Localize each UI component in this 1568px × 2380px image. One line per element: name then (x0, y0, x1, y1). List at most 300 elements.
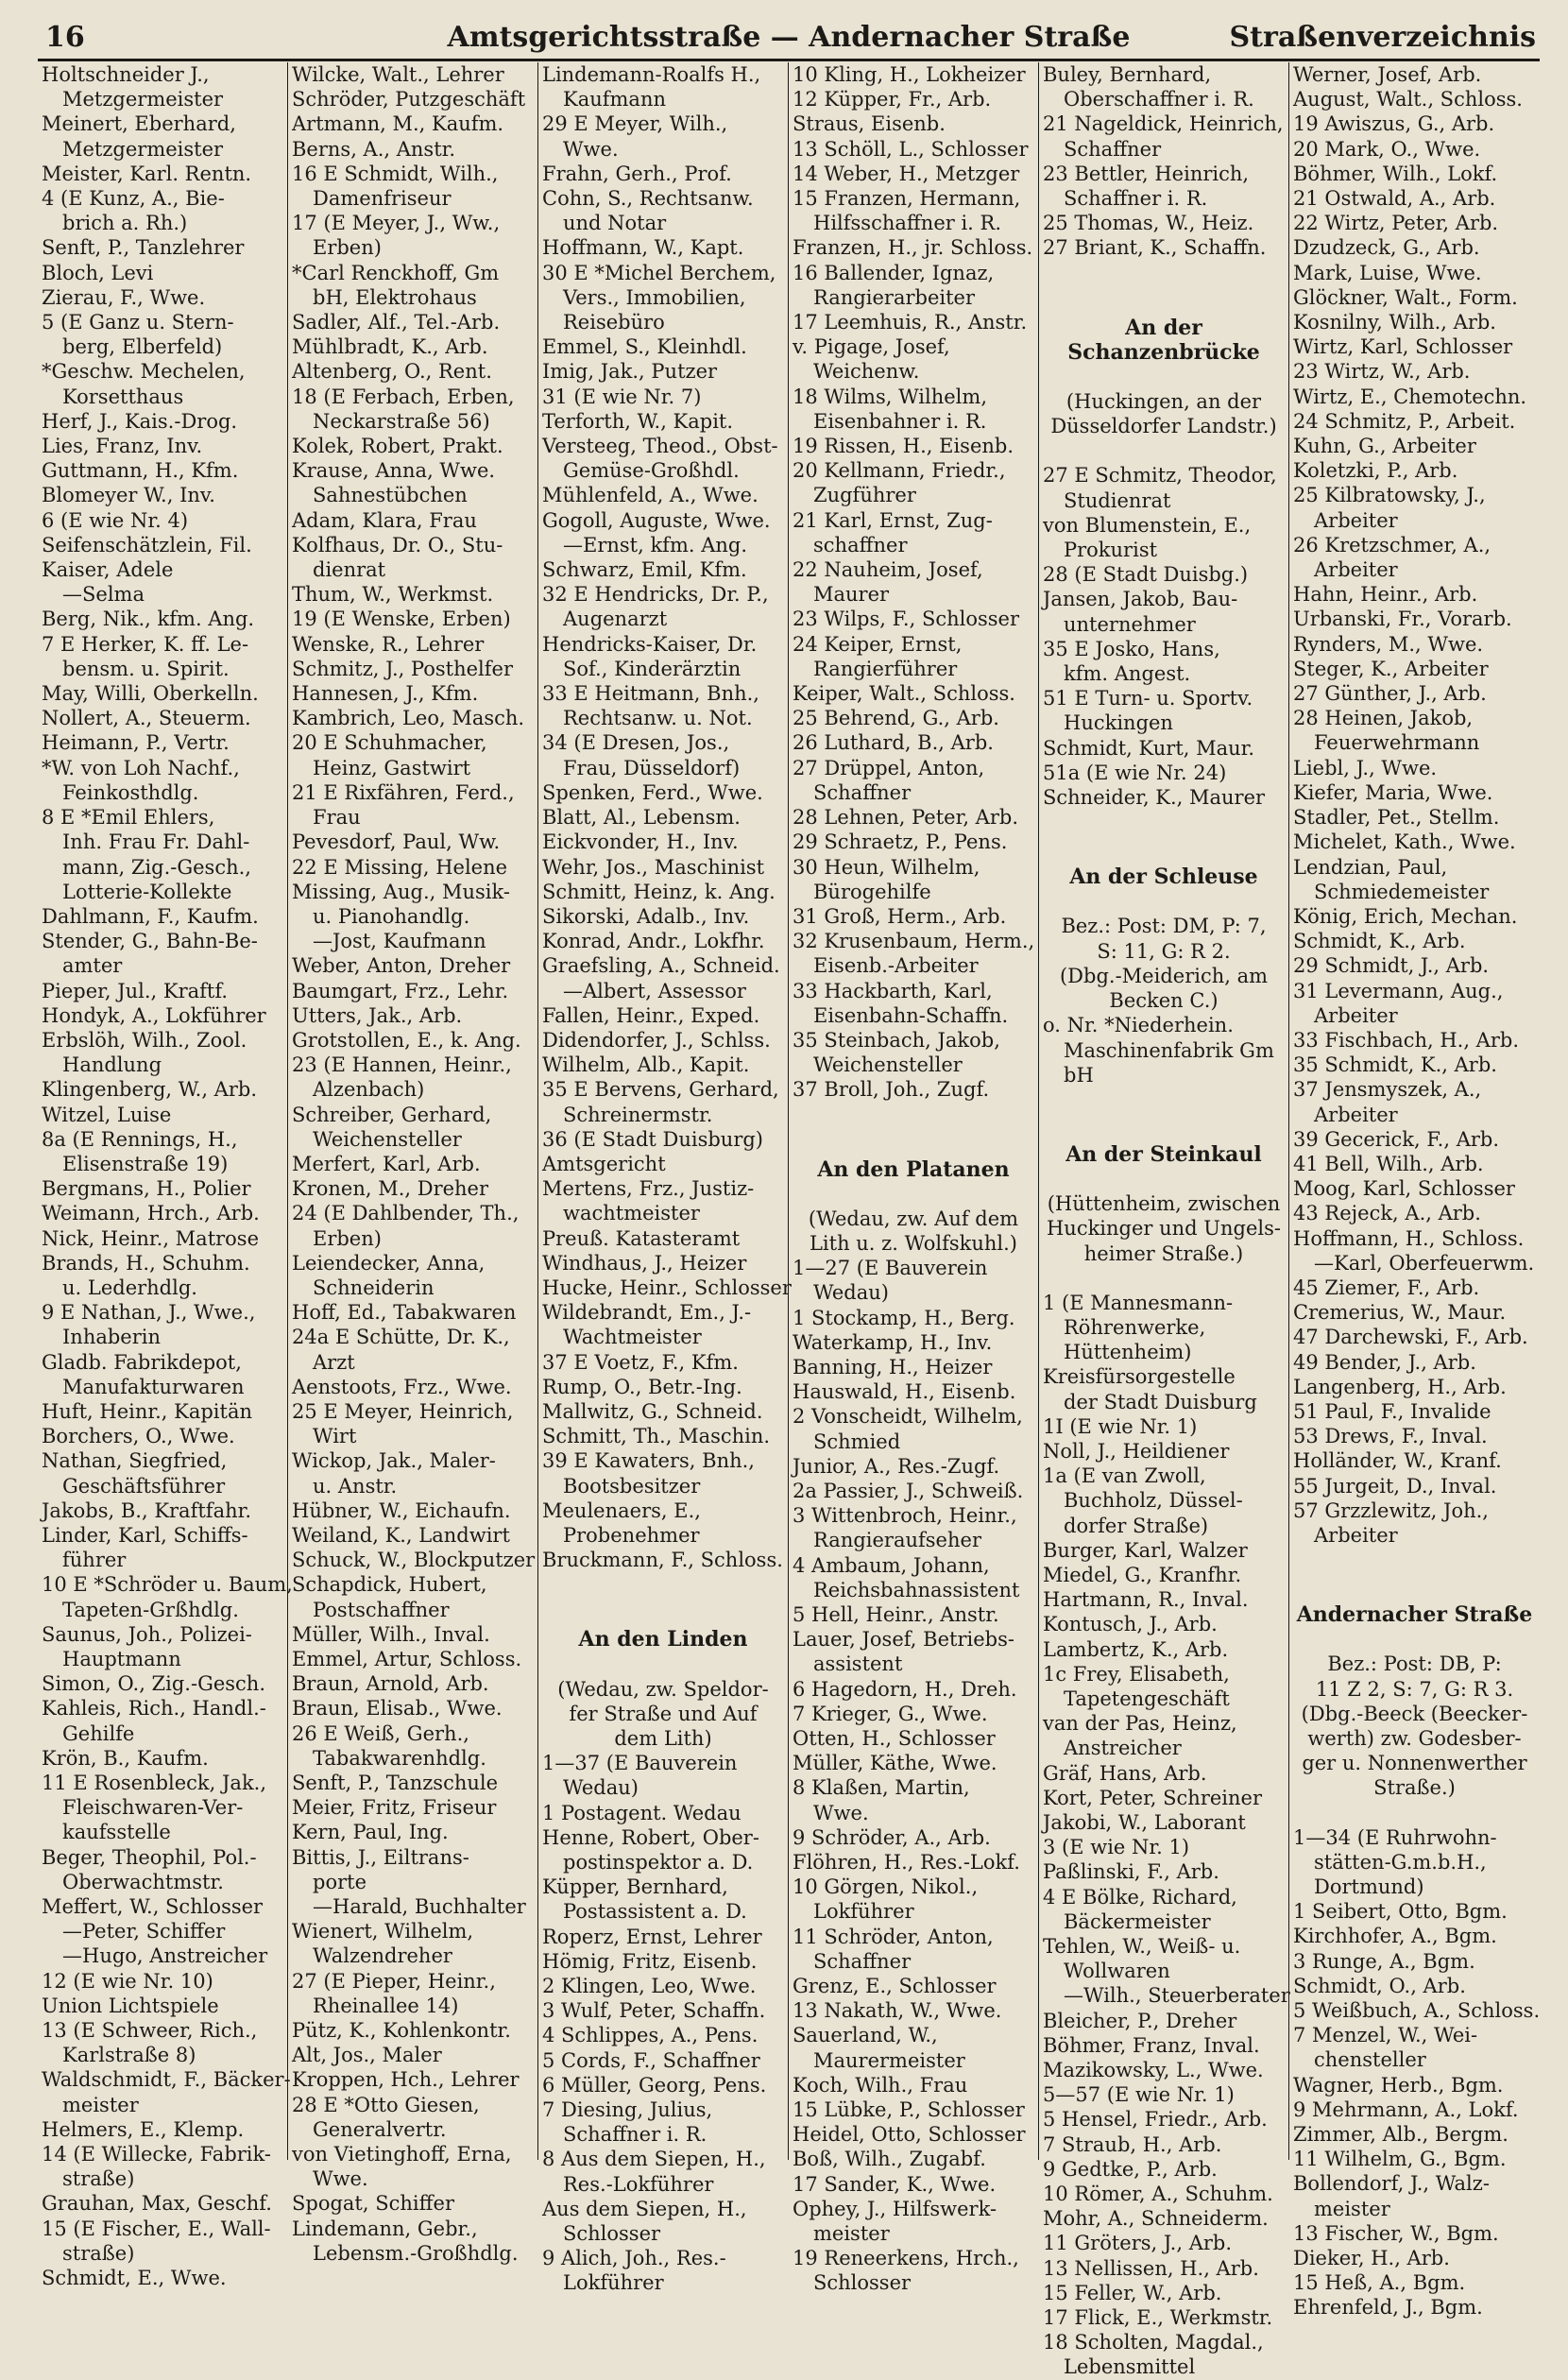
street-heading: An der Schanzenbrücke (1067, 315, 1260, 365)
entry-continuation: Zugführer (813, 484, 916, 507)
entry-continuation: Eisenb.-Arbeiter (813, 954, 979, 978)
directory-entry: Bergmans, H., Polier (42, 1177, 251, 1201)
entry-continuation: —Wilh., Steuerberater (1064, 1984, 1290, 2008)
page-header (38, 17, 1540, 61)
directory-entry: 1a (E van Zwoll, (1043, 1464, 1206, 1488)
directory-entry: 4 Ambaum, Johann, (793, 1553, 990, 1577)
entry-continuation: bH, Elektrohaus (313, 285, 477, 309)
directory-entry: 55 Jurgeit, D., Inval. (1293, 1474, 1497, 1498)
directory-entry: Bloch, Levi (42, 261, 154, 284)
directory-entry: Kirchhofer, A., Bgm. (1293, 1925, 1497, 1948)
directory-entry: Preuß. Katasteramt (542, 1226, 741, 1250)
directory-entry: Hucke, Heinr., Schlosser (542, 1276, 792, 1299)
directory-entry: 19 Rissen, H., Eisenb. (793, 435, 1014, 458)
directory-entry: Braun, Elisab., Wwe. (292, 1697, 503, 1721)
spacer (1043, 834, 1285, 859)
street-note: (Dbg.-Beeck (Beecker- (1301, 1702, 1528, 1725)
directory-entry: Werner, Josef, Arb. (1293, 63, 1482, 86)
directory-entry: Kaiser, Adele (42, 558, 174, 582)
directory-entry: 25 Kilbratowsky, J., (1293, 484, 1486, 507)
directory-entry: Schreiber, Gerhard, (292, 1103, 492, 1126)
entry-continuation: Heinz, Gastwirt (313, 756, 471, 779)
directory-entry: 1 Seibert, Otto, Bgm. (1293, 1900, 1508, 1924)
entry-continuation: Gemüse-Großhdl. (563, 459, 740, 483)
street-note: (Wedau, zw. Auf dem (808, 1207, 1019, 1230)
entry-continuation: u. Lederhdlg. (62, 1276, 197, 1299)
entry-continuation: Wwe. (813, 1801, 869, 1824)
directory-entry: Miedel, G., Kranfhr. (1043, 1563, 1242, 1586)
directory-entry: 11 E Rosenbleck, Jak., (42, 1772, 267, 1795)
directory-entry: Grauhan, Max, Geschf. (42, 2192, 272, 2216)
directory-entry: Altenberg, O., Rent. (292, 360, 492, 384)
directory-entry: Spogat, Schiffer (292, 2192, 454, 2216)
directory-entry: Küpper, Bernhard, (542, 1875, 728, 1899)
entry-continuation: Röhrenwerke, (1064, 1315, 1206, 1339)
directory-entry: Pevesdorf, Paul, Ww. (292, 830, 501, 854)
directory-entry: 27 Drüppel, Anton, (793, 756, 985, 779)
entry-continuation: Schmied (813, 1430, 901, 1453)
directory-entry: 35 E Josko, Hans, (1043, 637, 1220, 660)
entry-continuation: Feinkosthdlg. (62, 780, 199, 804)
directory-entry: 1 (E Mannesmann- (1043, 1291, 1234, 1314)
street-note: (Hüttenheim, zwischen (1047, 1192, 1281, 1216)
directory-entry: Emmel, Artur, Schloss. (292, 1648, 522, 1670)
entry-continuation: Arzt (313, 1350, 355, 1374)
spacer (1043, 365, 1285, 389)
directory-entry: 6 Hagedorn, H., Dreh. (793, 1677, 1017, 1701)
directory-entry: Paßlinski, F., Arb. (1043, 1860, 1219, 1884)
entry-continuation: Tapeten-Grßhdlg. (62, 1598, 239, 1621)
entry-continuation: dienrat (313, 558, 386, 582)
directory-entry: 9 E Nathan, J., Wwe., (42, 1301, 256, 1325)
entry-continuation: meister (1314, 2197, 1390, 2220)
directory-entry: König, Erich, Mechan. (1293, 904, 1518, 928)
entry-continuation: —Selma (62, 583, 145, 607)
directory-entry: Baumgart, Frz., Lehr. (292, 979, 509, 1002)
directory-entry: Blatt, Al., Lebensm. (542, 806, 741, 830)
entry-continuation: Schlosser (563, 2222, 661, 2246)
directory-entry: Wehr, Jos., Maschinist (542, 855, 765, 879)
directory-entry: 6 (E wie Nr. 4) (42, 508, 189, 532)
directory-entry: Michelet, Kath., Wwe. (1293, 830, 1516, 854)
directory-entry: Fallen, Heinr., Exped. (542, 1003, 760, 1027)
directory-entry: 31 Levermann, Aug., (1293, 979, 1504, 1002)
directory-entry: Waldschmidt, F., Bäcker- (42, 2068, 291, 2092)
directory-entry: 19 Awiszus, G., Arb. (1293, 112, 1495, 136)
entry-continuation: Rechtsanw. u. Not. (563, 707, 753, 730)
directory-entry: Seifenschätzlein, Fil. (42, 533, 252, 556)
entry-continuation: Elisenstraße 19) (62, 1152, 229, 1175)
entry-continuation: Buchholz, Düssel- (1064, 1489, 1243, 1513)
directory-entry: Krön, B., Kaufm. (42, 1746, 209, 1770)
directory-entry: Wienert, Wilhelm, (292, 1920, 474, 1943)
directory-entry: Dieker, H., Arb. (1293, 2247, 1450, 2270)
directory-entry: 15 Lübke, P., Schlosser (793, 2098, 1025, 2122)
directory-entry: 6 Müller, Georg, Pens. (542, 2073, 767, 2097)
directory-entry: Wirtz, Karl, Schlosser (1293, 335, 1513, 359)
directory-entry: Zierau, F., Wwe. (42, 285, 206, 309)
entry-continuation: Hüttenheim) (1064, 1341, 1192, 1364)
street-note: Lith u. z. Wolfskuhl.) (809, 1231, 1018, 1255)
directory-entry: Jakobi, W., Laborant (1043, 1810, 1246, 1834)
directory-entry: Lambertz, K., Arb. (1043, 1637, 1229, 1661)
entry-continuation: Generalvertr. (313, 2117, 447, 2141)
directory-entry: Senft, P., Tanzschule (292, 1772, 499, 1795)
directory-entry: Huft, Heinr., Kapitän (42, 1399, 252, 1423)
directory-entry: Herf, J., Kais.-Drog. (42, 409, 238, 433)
spacer (1043, 1112, 1285, 1137)
entry-continuation: meister (813, 2222, 890, 2246)
directory-entry: Junior, A., Res.-Zugf. (793, 1454, 1000, 1478)
directory-entry: Blomeyer W., Inv. (42, 484, 215, 507)
entry-continuation: Karlstraße 8) (62, 2044, 196, 2067)
directory-entry: Artmann, M., Kaufm. (292, 112, 504, 136)
directory-entry: 27 (E Pieper, Heinr., (292, 1969, 496, 1993)
directory-entry: Didendorfer, J., Schlss. (542, 1028, 771, 1052)
entry-continuation: u. Pianohandlg. (313, 904, 470, 928)
directory-entry: Amtsgericht (542, 1152, 666, 1175)
column-6 (1289, 62, 1541, 2320)
directory-entry: Lindemann, Gebr., (292, 2217, 478, 2240)
spacer (542, 1652, 784, 1677)
directory-entry: Linder, Karl, Schiffs- (42, 1523, 248, 1547)
spacer (1043, 261, 1285, 285)
directory-entry: 13 Nakath, W., Wwe. (793, 1999, 1002, 2023)
directory-entry: Steger, K., Arbeiter (1293, 657, 1489, 680)
directory-entry: *Carl Renckhoff, Gm (292, 261, 500, 284)
directory-entry: v. Pigage, Josef, (793, 335, 950, 359)
directory-entry: 21 Ostwald, A., Arb. (1293, 187, 1496, 211)
spacer (542, 1597, 784, 1621)
directory-entry: Frahn, Gerh., Prof. (542, 162, 732, 185)
directory-entry: 36 (E Stadt Duisburg) (542, 1127, 763, 1151)
directory-entry: 20 E Schuhmacher, (292, 731, 487, 755)
entry-continuation: Lokführer (813, 1900, 914, 1924)
directory-entry: 30 E *Michel Berchem, (542, 261, 776, 284)
directory-entry: Alt, Jos., Maler (292, 2044, 442, 2067)
directory-entry: 1—34 (E Ruhrwohn- (1293, 1825, 1497, 1849)
directory-entry: Kuhn, G., Arbeiter (1293, 435, 1476, 458)
directory-entry: Keiper, Walt., Schloss. (793, 682, 1015, 706)
directory-entry: 5 Hensel, Friedr., Arb. (1043, 2108, 1268, 2132)
entry-continuation: Arbeiter (1314, 508, 1398, 532)
directory-entry: Stender, G., Bahn-Be- (42, 930, 258, 953)
directory-entry: 4 Schlippes, A., Pens. (542, 2024, 758, 2047)
entry-continuation: Inh. Frau Fr. Dahl- (62, 830, 250, 854)
directory-entry: Böhmer, Franz, Inval. (1043, 2033, 1260, 2057)
entry-continuation: —Ernst, kfm. Ang. (563, 533, 748, 556)
directory-entry: 39 E Kawaters, Bnh., (542, 1449, 755, 1473)
directory-entry: Ehrenfeld, J., Bgm. (1293, 2296, 1483, 2320)
directory-entry: 20 Kellmann, Friedr., (793, 459, 1006, 483)
directory-entry: Koletzki, P., Arb. (1293, 459, 1458, 483)
directory-entry: 1—37 (E Bauverein (542, 1752, 738, 1775)
directory-entry: 30 Heun, Wilhelm, (793, 855, 980, 879)
directory-entry: Meinert, Eberhard, (42, 112, 236, 136)
directory-entry: 18 Scholten, Magdal., (1043, 2331, 1264, 2354)
entry-continuation: dorfer Straße) (1064, 1514, 1209, 1537)
directory-entry: 22 Wirtz, Peter, Arb. (1293, 212, 1499, 235)
directory-entry: Lies, Franz, Inv. (42, 435, 203, 458)
column-5 (1039, 62, 1290, 2379)
directory-entry: Weber, Anton, Dreher (292, 954, 511, 978)
directory-entry: Aus dem Siepen, H., (542, 2197, 747, 2220)
directory-entry: Thum, W., Werkmst. (292, 583, 494, 607)
entry-continuation: Weichensteller (313, 1127, 462, 1151)
directory-entry: Krause, Anna, Wwe. (292, 459, 496, 483)
entry-continuation: meister (62, 2093, 139, 2116)
directory-entry: 8 Aus dem Siepen, H., (542, 2148, 766, 2171)
directory-entry: 5 Cords, F., Schaffner (542, 2048, 760, 2072)
directory-entry: 14 Weber, H., Metzger (793, 162, 1020, 185)
directory-entry: Emmel, S., Kleinhdl. (542, 335, 747, 359)
directory-entry: 5—57 (E wie Nr. 1) (1043, 2083, 1235, 2107)
street-heading: An der Steinkaul (1065, 1141, 1262, 1167)
directory-entry: Sikorski, Adalb., Inv. (542, 904, 750, 928)
directory-entry: Meffert, W., Schlosser (42, 1895, 264, 1919)
entry-continuation: Feuerwehrmann (1314, 731, 1480, 755)
directory-entry: Kahleis, Rich., Handl.- (42, 1697, 266, 1721)
entry-continuation: Wirt (313, 1425, 357, 1448)
directory-entry: 16 E Schmidt, Wilh., (292, 162, 499, 185)
directory-entry: 24 Schmitz, P., Arbeit. (1293, 409, 1516, 433)
directory-entry: Böhmer, Wilh., Lokf. (1293, 162, 1498, 185)
entry-continuation: Schreinermstr. (563, 1103, 713, 1126)
directory-entry: Müller, Käthe, Wwe. (793, 1752, 997, 1775)
directory-entry: Cohn, S., Rechtsanw. (542, 187, 754, 211)
directory-entry: 15 Franzen, Hermann, (793, 187, 1021, 211)
directory-entry: 24 (E Dahlbender, Th., (292, 1202, 520, 1225)
directory-entry: 15 (E Fischer, E., Wall- (42, 2217, 271, 2240)
spacer (1043, 438, 1285, 463)
directory-entry: Rynders, M., Wwe. (1293, 632, 1484, 656)
directory-entry: 10 Römer, A., Schuhm. (1043, 2183, 1273, 2206)
directory-entry: Mühlbradt, K., Arb. (292, 335, 488, 359)
entry-continuation: Kaufmann (563, 88, 666, 111)
directory-entry: *W. von Loh Nachf., (42, 756, 240, 779)
entry-continuation: Neckarstraße 56) (313, 409, 490, 433)
directory-entry: 3 Wittenbroch, Heinr., (793, 1504, 1017, 1528)
entry-continuation: brich a. Rh.) (62, 212, 188, 235)
entry-continuation: Schlosser (813, 2271, 912, 2295)
entry-continuation: —Peter, Schiffer (62, 1920, 226, 1943)
directory-entry: Kroppen, Hch., Lehrer (292, 2068, 520, 2092)
entry-continuation: Res.-Lokführer (563, 2172, 714, 2196)
directory-entry: Mazikowsky, L., Wwe. (1043, 2059, 1264, 2082)
spacer (1293, 1627, 1536, 1652)
directory-entry: 33 E Heitmann, Bnh., (542, 682, 759, 706)
directory-entry: May, Willi, Oberkelln. (42, 682, 259, 706)
directory-entry: 17 (E Meyer, J., Ww., (292, 212, 501, 235)
directory-entry: 47 Darchewski, F., Arb. (1293, 1326, 1528, 1349)
directory-entry: 35 Schmidt, K., Arb. (1293, 1053, 1497, 1077)
entry-continuation: Eisenbahn-Schaffn. (813, 1003, 1009, 1027)
directory-entry: 23 Wirtz, W., Arb. (1293, 360, 1471, 384)
directory-entry: Bollendorf, J., Walz- (1293, 2172, 1490, 2196)
entry-continuation: Hauptmann (62, 1648, 181, 1670)
directory-entry: Meier, Fritz, Friseur (292, 1796, 497, 1820)
directory-entry: Hübner, W., Eichaufn. (292, 1498, 511, 1522)
directory-entry: 29 Schraetz, P., Pens. (793, 830, 1008, 854)
directory-entry: 19 Reneerkens, Hrch., (793, 2247, 1019, 2270)
directory-entry: Holländer, W., Kranf. (1293, 1449, 1502, 1473)
entry-continuation: Schaffner (813, 780, 912, 804)
entry-continuation: Arbeiter (1314, 1103, 1398, 1126)
entry-continuation: —Hugo, Anstreicher (62, 1944, 268, 1968)
directory-entry: August, Walt., Schloss. (1293, 88, 1523, 111)
column-2 (288, 62, 538, 2265)
directory-entry: 31 Groß, Herm., Arb. (793, 904, 1007, 928)
directory-entry: 37 Broll, Joh., Zugf. (793, 1078, 990, 1102)
directory-entry: Koch, Wilh., Frau (793, 2073, 968, 2097)
entry-continuation: Probenehmer (563, 1523, 700, 1547)
columns-container (38, 62, 1541, 2379)
directory-entry: 13 Nellissen, H., Arb. (1043, 2256, 1259, 2280)
entry-continuation: Wedau) (813, 1281, 889, 1305)
directory-entry: 41 Bell, Wilh., Arb. (1293, 1152, 1484, 1175)
directory-entry: Missing, Aug., Musik- (292, 880, 510, 903)
directory-entry: Roperz, Ernst, Lehrer (542, 1925, 762, 1948)
entry-continuation: Damenfriseur (313, 187, 452, 211)
entry-continuation: Tabakwarenhdlg. (313, 1746, 486, 1770)
entry-continuation: Maurermeister (813, 2048, 965, 2072)
entry-continuation: Schmiedemeister (1314, 880, 1490, 903)
directory-entry: Hahn, Heinr., Arb. (1293, 583, 1478, 607)
entry-continuation: kaufsstelle (62, 1821, 171, 1844)
entry-continuation: wachtmeister (563, 1202, 700, 1225)
entry-continuation: Oberwachtmstr. (62, 1870, 224, 1893)
entry-continuation: Postschaffner (313, 1598, 450, 1621)
directory-entry: 19 (E Wenske, Erben) (292, 608, 511, 631)
directory-entry: 57 Grzzlewitz, Joh., (1293, 1498, 1489, 1522)
entry-continuation: —Albert, Assessor (563, 979, 746, 1002)
directory-entry: Klingenberg, W., Arb. (42, 1078, 258, 1102)
directory-entry: Waterkamp, H., Inv. (793, 1330, 993, 1354)
street-note: ger u. Nonnenwerther (1302, 1752, 1527, 1775)
entry-continuation: Manufakturwaren (62, 1375, 245, 1398)
directory-entry: Schneider, K., Maurer (1043, 786, 1266, 810)
entry-continuation: Oberschaffner i. R. (1064, 88, 1254, 111)
entry-continuation: chensteller (1314, 2048, 1426, 2072)
directory-entry: 29 E Meyer, Wilh., (542, 112, 728, 136)
directory-entry: 21 Karl, Ernst, Zug- (793, 508, 993, 532)
street-note: (Huckingen, an der (1065, 390, 1262, 414)
street-note: Becken C.) (1109, 989, 1219, 1013)
directory-entry: 26 E Weiß, Gerh., (292, 1721, 469, 1745)
directory-entry: Otten, H., Schlosser (793, 1727, 996, 1750)
directory-entry: 11 Wilhelm, G., Bgm. (1293, 2148, 1507, 2171)
directory-entry: Schmitt, Heinz, k. Ang. (542, 880, 775, 903)
entry-continuation: schaffner (813, 533, 908, 556)
directory-entry: 25 E Meyer, Heinrich, (292, 1399, 514, 1423)
directory-entry: Kronen, M., Dreher (292, 1177, 489, 1201)
directory-entry: Wickop, Jak., Maler- (292, 1449, 496, 1473)
street-note: heimer Straße.) (1083, 1241, 1244, 1265)
entry-continuation: straße) (62, 2241, 135, 2265)
directory-entry: Erbslöh, Wilh., Zool. (42, 1028, 247, 1052)
directory-entry: 28 Heinen, Jakob, (1293, 707, 1474, 730)
entry-continuation: der Stadt Duisburg (1064, 1390, 1257, 1413)
directory-entry: Stadler, Pet., Stellm. (1293, 806, 1500, 830)
directory-entry: Graefsling, A., Schneid. (542, 954, 780, 978)
directory-entry: Utters, Jak., Arb. (292, 1003, 463, 1027)
directory-entry: 35 E Bervens, Gerhard, (542, 1078, 779, 1102)
directory-entry: 27 Günther, J., Arb. (1293, 682, 1487, 706)
directory-entry: Nick, Heinr., Matrose (42, 1226, 260, 1250)
directory-entry: Moog, Karl, Schlosser (1293, 1177, 1515, 1201)
directory-entry: 10 Görgen, Nikol., (793, 1875, 979, 1899)
directory-entry: Adam, Klara, Frau (292, 508, 477, 532)
street-heading: An der Schleuse (1069, 865, 1258, 890)
entry-continuation: Handlung (62, 1053, 162, 1077)
entry-continuation: Tapetengeschäft (1064, 1687, 1230, 1710)
spacer (1293, 1801, 1536, 1825)
directory-entry: 16 Ballender, Ignaz, (793, 261, 995, 284)
entry-continuation: Postassistent a. D. (563, 1900, 747, 1924)
directory-entry: Schmidt, K., Arb. (1293, 930, 1466, 953)
entry-continuation: Dortmund) (1314, 1875, 1424, 1899)
entry-continuation: Hilfsschaffner i. R. (813, 212, 1002, 235)
entry-continuation: Bürogehilfe (813, 880, 931, 903)
directory-entry: 11 Schröder, Anton, (793, 1925, 994, 1948)
directory-entry: 51 Paul, F., Invalide (1293, 1399, 1491, 1423)
directory-entry: 33 Fischbach, H., Arb. (1293, 1028, 1520, 1052)
directory-entry: Berns, A., Anstr. (292, 137, 456, 161)
directory-entry: 8 Klaßen, Martin, (793, 1776, 970, 1800)
entry-continuation: Reichsbahnassistent (813, 1578, 1020, 1601)
directory-entry: 49 Bender, J., Arb. (1293, 1350, 1476, 1374)
directory-entry: 25 Thomas, W., Heiz. (1043, 212, 1254, 235)
directory-entry: 1 Stockamp, H., Berg. (793, 1306, 1015, 1329)
column-3 (538, 62, 792, 2295)
directory-entry: Pütz, K., Kohlenkontr. (292, 2019, 511, 2043)
directory-entry: Holtschneider J., (42, 63, 210, 86)
directory-entry: Schuck, W., Blockputzer (292, 1549, 536, 1572)
directory-entry: Braun, Arnold, Arb. (292, 1672, 489, 1696)
directory-entry: Wilcke, Walt., Lehrer (292, 63, 504, 86)
directory-entry: Borchers, O., Wwe. (42, 1425, 235, 1448)
directory-entry: von Blumenstein, E., (1043, 513, 1252, 537)
directory-entry: Terforth, W., Kapit. (542, 409, 734, 433)
directory-entry: Rump, O., Betr.-Ing. (542, 1375, 742, 1398)
entry-continuation: Bootsbesitzer (563, 1474, 701, 1498)
directory-entry: Liebl, J., Wwe. (1293, 756, 1438, 779)
directory-entry: Kolfhaus, Dr. O., Stu- (292, 533, 503, 556)
spacer (1043, 1167, 1285, 1191)
directory-entry: 5 Weißbuch, A., Schloss. (1293, 1999, 1541, 2023)
entry-continuation: Rangierarbeiter (813, 285, 976, 309)
directory-entry: Hannesen, J., Kfm. (292, 682, 479, 706)
entry-continuation: Rangierführer (813, 657, 958, 680)
directory-entry: Union Lichtspiele (42, 1994, 219, 2017)
directory-entry: Meister, Karl. Rentn. (42, 162, 252, 185)
directory-entry: Mallwitz, G., Schneid. (542, 1399, 763, 1423)
entry-continuation: Vers., Immobilien, (563, 285, 746, 309)
directory-entry: Mark, Luise, Wwe. (1293, 261, 1482, 284)
entry-continuation: Prokurist (1064, 539, 1158, 562)
directory-entry: Kreisfürsorgestelle (1043, 1365, 1236, 1389)
directory-entry: von Vietinghoff, Erna, (292, 2143, 512, 2166)
entry-continuation: Erben) (313, 236, 382, 260)
street-note: fer Straße und Auf (569, 1702, 758, 1725)
directory-entry: 2a Passier, J., Schweiß. (793, 1479, 1024, 1502)
directory-entry: 15 Feller, W., Arb. (1043, 2281, 1222, 2304)
directory-entry: Hoff, Ed., Tabakwaren (292, 1301, 517, 1325)
entry-continuation: Schaffner i. R. (563, 2123, 707, 2147)
entry-continuation: stätten-G.m.b.H., (1314, 1850, 1487, 1874)
directory-entry: Beger, Theophil, Pol.- (42, 1845, 257, 1869)
directory-entry: Sauerland, W., (793, 2024, 938, 2047)
